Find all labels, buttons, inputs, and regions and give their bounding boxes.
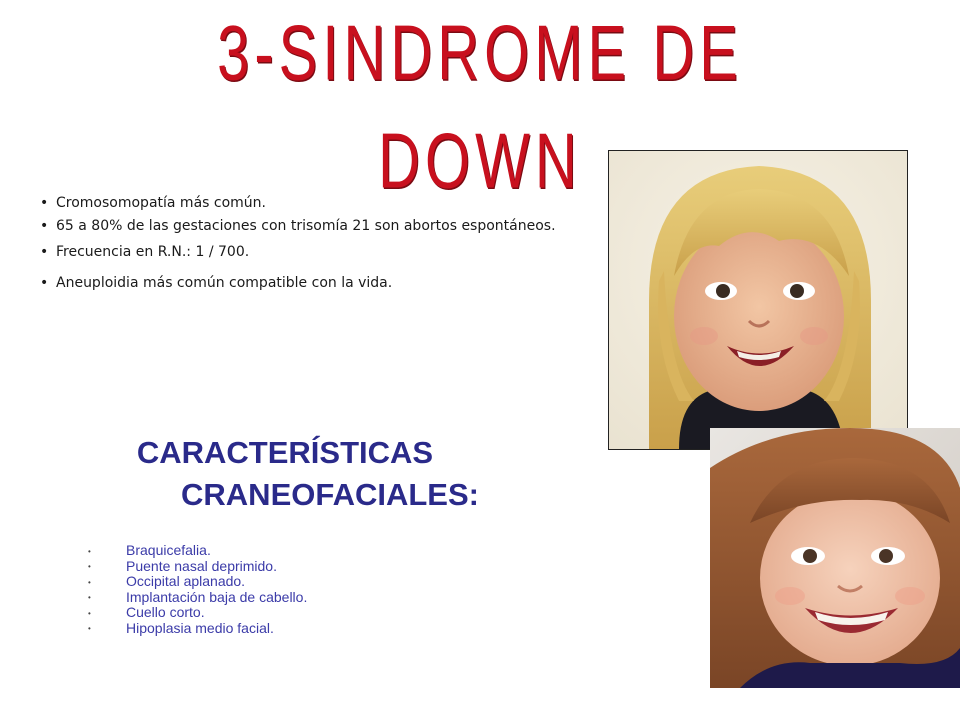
feature-item (88, 543, 307, 559)
bullet-dot-icon: • (40, 244, 49, 260)
intro-bullet-list (40, 192, 610, 295)
feature-item (88, 590, 307, 606)
child-photo-2 (710, 428, 960, 688)
section-heading (110, 432, 550, 516)
intro-bullet (40, 192, 610, 214)
feature-text: Occipital aplanado. (126, 573, 246, 590)
intro-bullet-text: Cromosomopatía más común. (56, 195, 266, 211)
feature-text: Puente nasal deprimido. (126, 557, 277, 574)
child-portrait-1 (609, 151, 907, 449)
child-portrait-2 (710, 428, 960, 688)
slide-title (150, 9, 810, 206)
bullet-dot-icon: • (88, 593, 91, 603)
intro-bullet-text: Frecuencia en R.N.: 1 / 700. (56, 244, 250, 260)
section-heading-line-2: CRANEOFACIALES: (181, 477, 479, 512)
bullet-dot-icon: • (88, 577, 91, 587)
feature-text: Cuello corto. (126, 604, 205, 621)
bullet-dot-icon: • (40, 218, 49, 234)
bullet-dot-icon: • (40, 275, 49, 291)
feature-item (88, 621, 307, 637)
intro-bullet (40, 272, 610, 294)
bullet-dot-icon: • (88, 546, 91, 556)
intro-bullet-text: 65 a 80% de las gestaciones con trisomía 21 son abortos espontáneos. (56, 218, 556, 234)
bullet-dot-icon: • (88, 608, 91, 618)
child-photo-1 (608, 150, 908, 450)
feature-text: Implantación baja de cabello. (126, 588, 308, 605)
intro-bullet-text: Aneuploidia más común compatible con la vida. (56, 275, 393, 291)
bullet-dot-icon: • (40, 195, 49, 211)
slide-title-text: 3-SINDROME DE DOWN (217, 9, 743, 206)
feature-item (88, 559, 307, 575)
intro-bullet (40, 241, 610, 263)
bullet-dot-icon: • (88, 562, 91, 572)
feature-item (88, 574, 307, 590)
section-heading-line-1: CARACTERÍSTICAS (136, 435, 434, 470)
craniofacial-feature-list (88, 543, 307, 637)
feature-item (88, 605, 307, 621)
feature-text: Braquicefalia. (126, 542, 211, 558)
intro-bullet (40, 215, 610, 237)
bullet-dot-icon: • (88, 624, 91, 634)
feature-text: Hipoplasia medio facial. (126, 619, 274, 636)
